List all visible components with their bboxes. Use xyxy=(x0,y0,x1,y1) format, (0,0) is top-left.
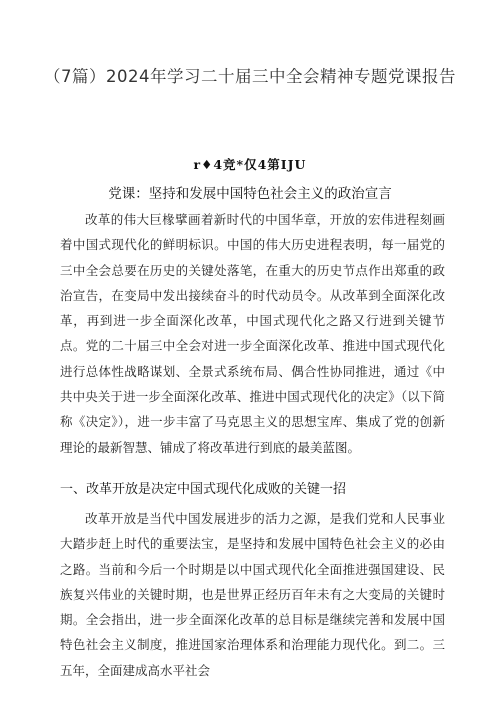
part-heading: 党课：坚持和发展中国特色社会主义的政治宣言 xyxy=(108,186,392,202)
garbled-subtitle: r♦4竞*仅4第IJU xyxy=(193,157,307,172)
body-paragraph-2: 改革开放是当代中国发展进步的活力之源，是我们党和人民事业大踏步赶上时代的重要法宝，是坚持和发展中国特色社会主义的必由之路。当前和今后一个时期是以中国式现代化全面推进强国建设、民族复兴伟业的关键时期，也是世界正经历百年未有之大变局的关键时期。全会指出，进一步全面深化改革的总目标是继续完善和发展中国特色社会主义制度，推进国家治理体系和治理能力现代化。到二。三五年，全面建成高水平社会 xyxy=(60,511,445,678)
body-paragraph-1: 改革的伟大巨椽擘画着新时代的中国华章，开放的宏伟进程刻画着中国式现代化的鲜明标识。中国的伟大历史进程表明，每一届党的三中全会总要在历史的关键处落笔，在重大的历史节点作出郑重的政治宣告，在变局中发出接续奋斗的时代动员令。从改革到全面深化改革，再到进一步全面深化改革，中国式现代化之路又行进到关键节点。党的二十届三中全会对进一步全面深化改革、推进中国式现代化进行总体性战略谋划、全景式系统布局、偶合性协同推进，通过《中共中央关于进一步全面深化改革、推进中国式现代化的决定》（以下简称《决定》），进一步丰富了马克思主义的思想宝库、集成了党的创新理论的最新智慧、铺成了将改革进行到底的最美蓝图。 xyxy=(60,212,445,455)
document-title: （7篇）2024年学习二十届三中全会精神专题党课报告 xyxy=(44,67,456,86)
section-heading: 一、改革开放是决定中国式现代化成败的关键一招 xyxy=(60,482,347,497)
